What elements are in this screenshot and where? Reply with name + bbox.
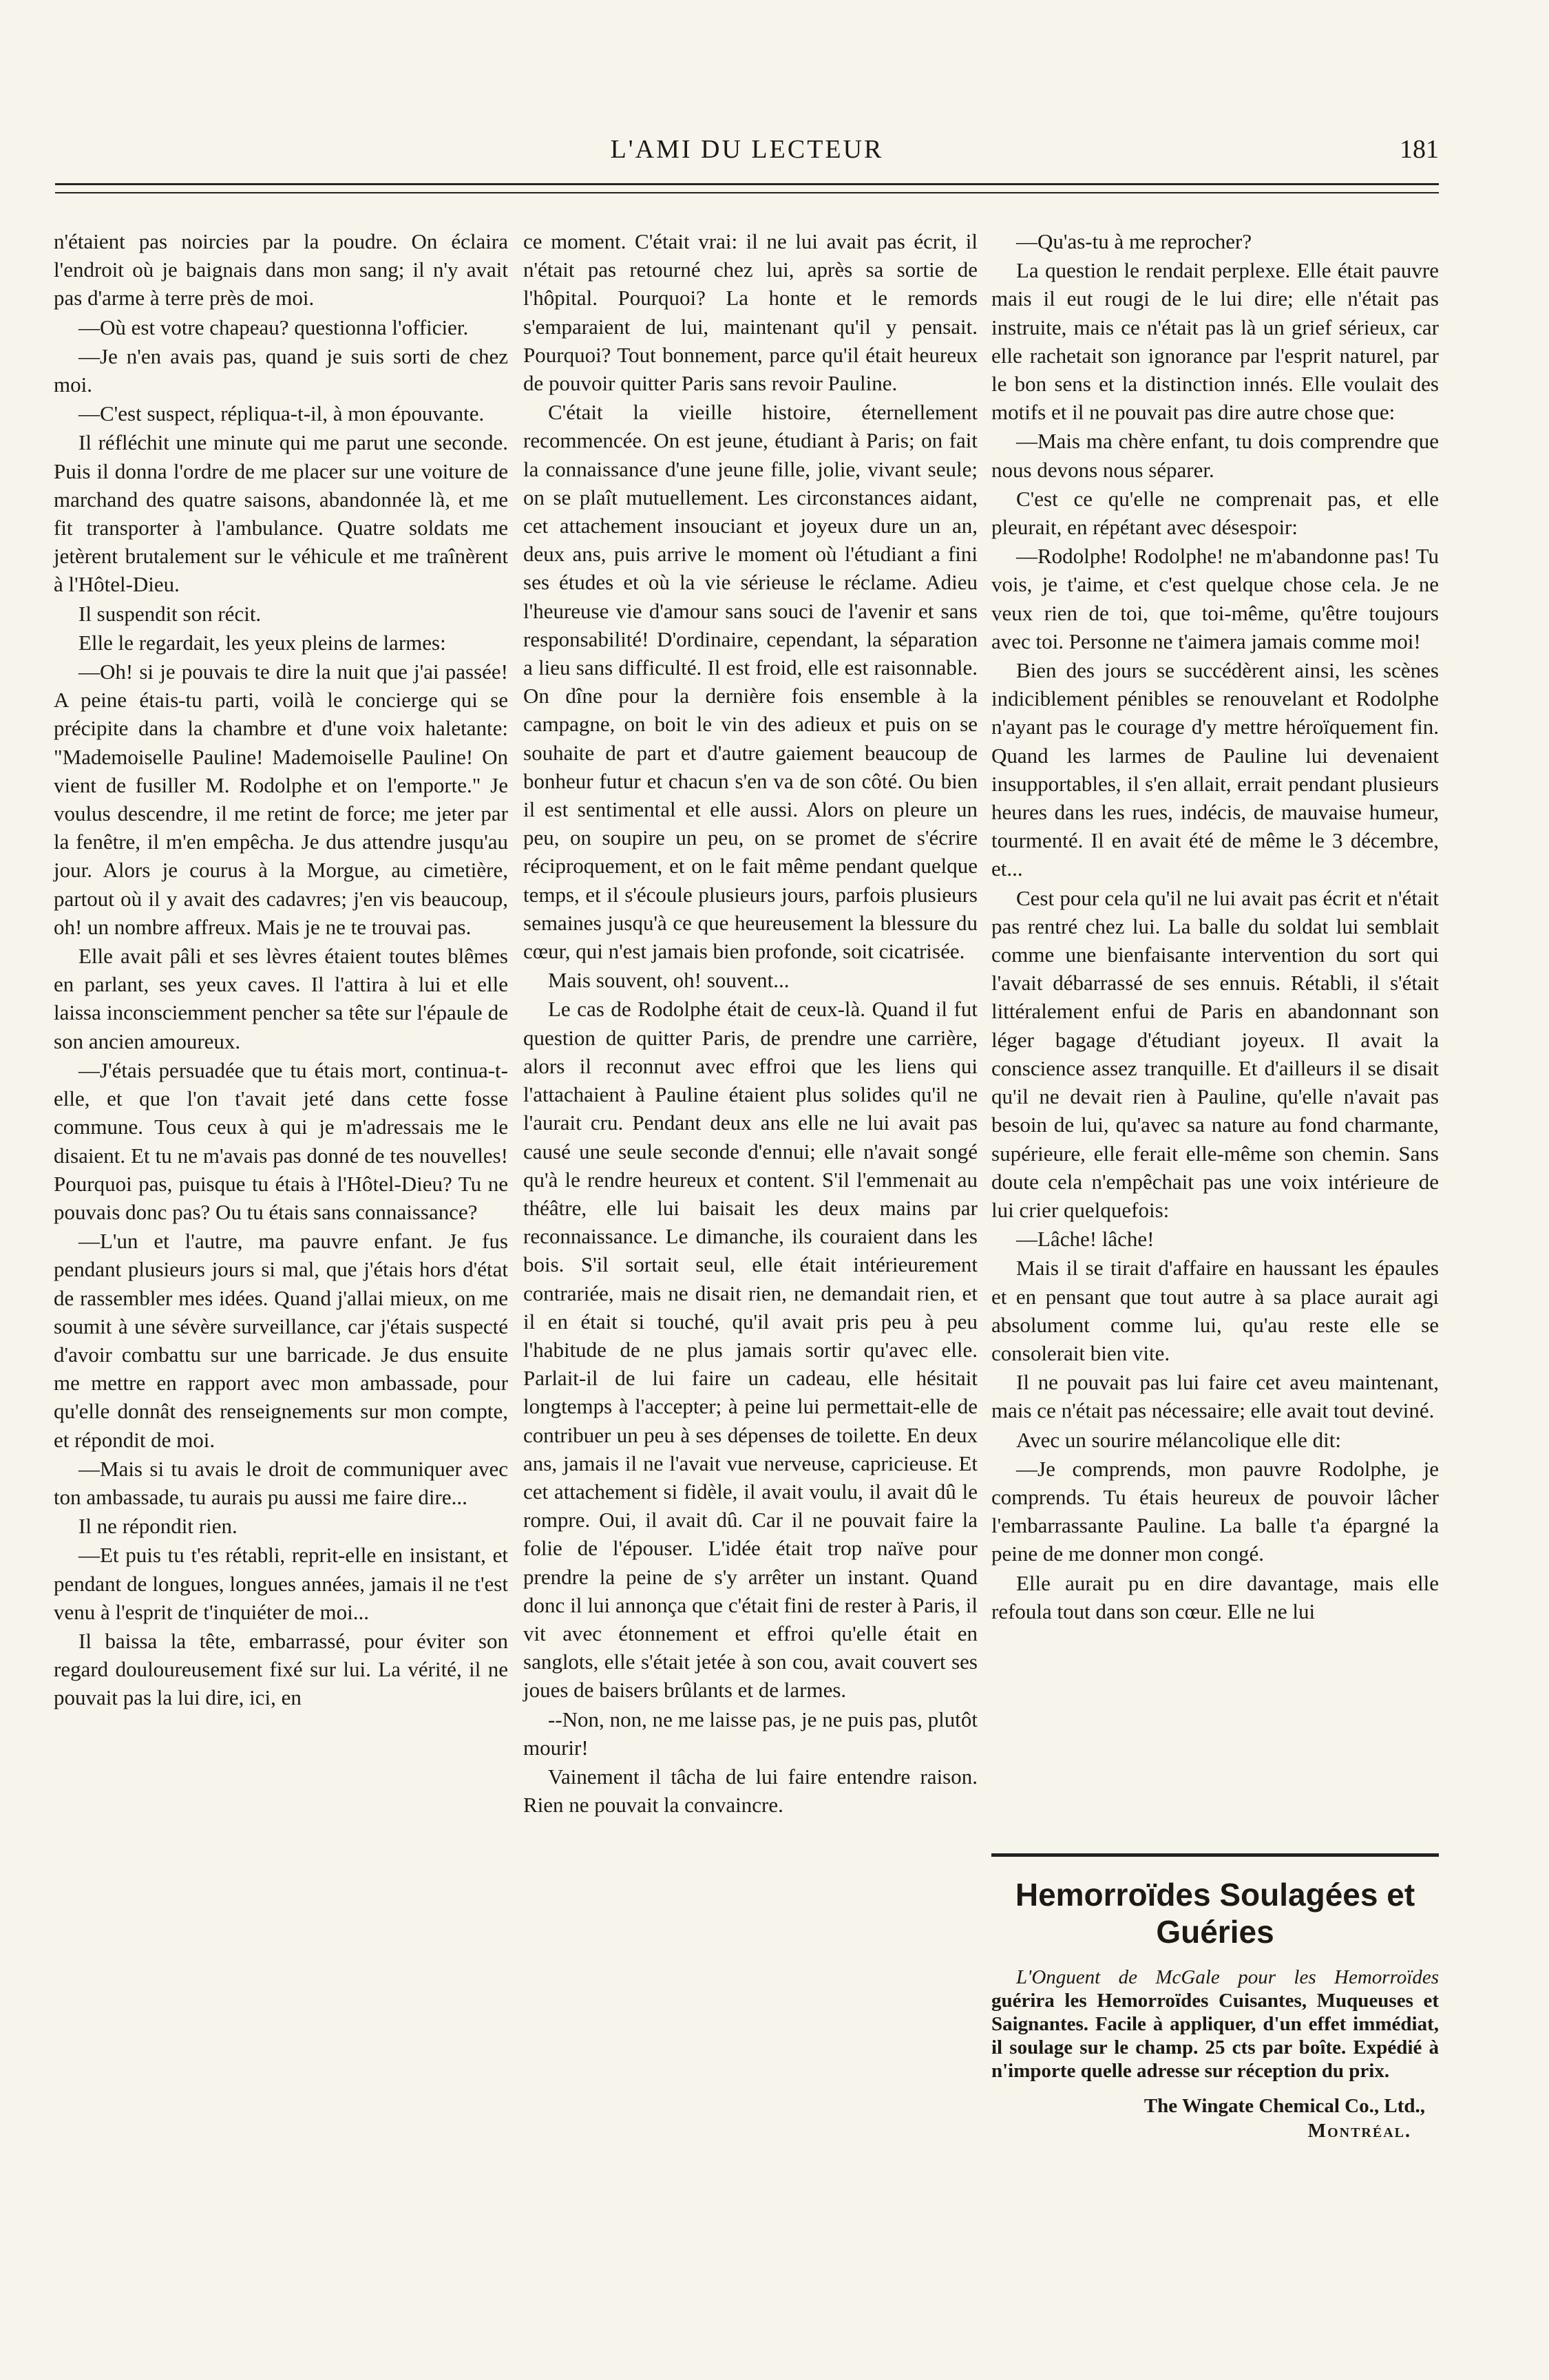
header-rule-bottom (55, 192, 1439, 193)
paragraph: Vainement il tâcha de lui faire entendre raison. Rien ne pouvait la convaincre. (523, 1764, 978, 1818)
paragraph: —Rodolphe! Rodolphe! ne m'abandonne pas! Tu vois, je t'aime, et c'est quelque chose cela. Je ne veux rien de toi, que toi-même, qu'être toujours avec toi. Personne ne t'aimera jamais comme moi! (991, 544, 1439, 653)
paragraph: —Lâche! lâche! (1016, 1227, 1155, 1252)
paragraph: —Je comprends, mon pauvre Rodolphe, je comprends. Tu étais heureux de pouvoir lâcher l'embarrassante Pauline. La balle t'a épargné la peine de me donner mon congé. (991, 1456, 1439, 1566)
advertisement-product: L'Onguent de McGale pour les Hemorroïdes (1016, 1966, 1439, 1988)
paragraph: Elle aurait pu en dire davantage, mais elle refoula tout dans son cœur. Elle ne lui (991, 1570, 1439, 1623)
paragraph: Avec un sourire mélancolique elle dit: (1016, 1427, 1342, 1452)
paragraph: C'est ce qu'elle ne comprenait pas, et elle pleurait, en répétant avec désespoir: (991, 486, 1439, 540)
paragraph: ce moment. C'était vrai: il ne lui avait pas écrit, il n'était pas retourné chez lui, après sa sortie de l'hôpital. Pourquoi? La honte et le remords s'emparaient de lui, maintenant qu'il y pensait. Pourquoi? Tout bonnement, parce qu'il était heureux de pouvoir quitter Paris sans revoir Pauline. (523, 229, 978, 396)
paragraph: --Non, non, ne me laisse pas, je ne puis pas, plutôt mourir! (523, 1707, 978, 1760)
paragraph: Il suspendit son récit. (78, 601, 262, 626)
running-header (55, 134, 1439, 176)
paragraph: —C'est suspect, répliqua-t-il, à mon épouvante. (78, 401, 485, 426)
paragraph: Il ne pouvait pas lui faire cet aveu maintenant, mais ce n'était pas nécessaire; elle avait tout deviné. (991, 1370, 1439, 1423)
advertisement-company: The Wingate Chemical Co., Ltd., (1144, 2095, 1425, 2117)
paragraph: Cest pour cela qu'il ne lui avait pas écrit et n'était pas rentré chez lui. La balle du soldat lui semblait comme une bienfaisante intervention du sort qui l'avait débarrassé de ses ennuis. Rétabli, il s'était littéralement enfui de Paris en abandonnant son léger bagage d'étudiant joyeux. Il avait la conscience assez tranquille. Et d'ailleurs il se disait qu'il ne devait rien à Pauline, qu'elle n'avait pas besoin de lui, qu'avec sa nature au fond charmante, supérieure, elle ferait elle-même son chemin. Sans doute cela n'empêchait pas une voix intérieure de lui crier quelquefois: (991, 885, 1439, 1222)
advertisement-body (991, 1966, 1439, 2083)
paragraph: Elle avait pâli et ses lèvres étaient toutes blêmes en parlant, ses yeux caves. Il l'attira à lui et elle laissa inconsciemment pencher sa tête sur l'épaule de son ancien amoureux. (54, 944, 508, 1053)
paragraph: n'étaient pas noircies par la poudre. On éclaira l'endroit où je baignais dans mon sang; il n'y avait pas d'arme à terre près de moi. (54, 229, 508, 310)
paragraph: —Je n'en avais pas, quand je suis sorti de chez moi. (54, 344, 508, 397)
advertisement-text: guérira les Hemorroïdes Cuisantes, Muqueuses et Saignantes. Facile à appliquer, d'un effet immédiat, il soulage sur le champ. 25 cts par boîte. Expédié à n'importe quelle adresse sur réception du prix. (991, 1990, 1439, 2082)
paragraph: —Et puis tu t'es rétabli, reprit-elle en insistant, et pendant de longues, longues années, jamais il ne t'est venu à l'esprit de t'inquiéter de moi... (54, 1543, 508, 1624)
paragraph: Mais souvent, oh! souvent... (548, 968, 790, 993)
page-number: 181 (1400, 135, 1439, 164)
header-rule-top (55, 183, 1439, 185)
paragraph: —Mais si tu avais le droit de communiquer avec ton ambassade, tu aurais pu aussi me faire dire... (54, 1456, 508, 1509)
paragraph: Il ne répondit rien. (78, 1514, 238, 1539)
advertisement-rule (991, 1853, 1439, 1857)
journal-title: L'AMI DU LECTEUR (610, 135, 884, 164)
paragraph: Mais il se tirait d'affaire en haussant les épaules et en pensant que tout autre à sa place aurait agi absolument comme lui, qu'au reste elle se consolerait bien vite. (991, 1256, 1439, 1365)
paragraph: C'était la vieille histoire, éternellement recommencée. On est jeune, étudiant à Paris; on fait la connaissance d'une jeune fille, jolie, vivant seule; on se plaît mutuellement. Les circonstances aidant, cet attachement insouciant et joyeux dure un an, deux ans, puis arrive le moment où l'étudiant a fini ses études et où la vie sérieuse le réclame. Adieu l'heureuse vie d'amour sans souci de l'avenir et sans responsabilité! D'ordinaire, cependant, la séparation a lieu sans difficulté. Il est froid, elle est raisonnable. On dîne pour la dernière fois ensemble à la campagne, on boit le vin des adieux et puis on se souhaite de part et d'autre gaiement beaucoup de bonheur futur et chacun s'en va de son côté. Ou bien il est sentimental et elle aussi. Alors on pleure un peu, on soupire un peu, on se promet de s'écrire réciproquement, et on le fait même pendant quelque temps, et il s'écoule plusieurs jours, parfois plusieurs semaines jusqu'à ce que heureusement la blessure du cœur, qui n'est jamais bien profonde, soit cicatrisée. (523, 400, 978, 964)
advertisement-title: Hemorroïdes Soulagées et Guéries (1015, 1877, 1415, 1950)
paragraph: —Qu'as-tu à me reprocher? (1016, 229, 1252, 253)
paragraph: —Mais ma chère enfant, tu dois comprendre que nous devons nous séparer. (991, 429, 1439, 482)
paragraph: Le cas de Rodolphe était de ceux-là. Quand il fut question de quitter Paris, de prendre une carrière, alors il reconnut avec effroi que les liens qui l'attachaient à Pauline étaient plus solides qu'il ne l'aurait cru. Pendant deux ans elle ne lui avait pas causé une seule seconde d'ennui; elle n'avait songé qu'à le rendre heureux et content. S'il l'emmenait au théâtre, elle lui baisait les deux mains par reconnaissance. Le dimanche, ils couraient dans les bois. S'il sortait seul, elle était intérieurement contrariée, mais ne disait rien, ne demandait rien, et il en était si touché, qu'il avait pris peu à peu l'habitude de ne plus jamais sortir qu'avec elle. Parlait-il de lui faire un cadeau, elle hésitait longtemps à l'accepter; à peine lui permettait-elle de contribuer un peu à ses dépenses de toilette. En deux ans, jamais il ne l'avait vue nerveuse, capricieuse. Et cet attachement si fidèle, il avait voulu, il avait dû le rompre. Oui, il avait dû. Car il ne pouvait faire la folie de l'épouser. L'idée était trop naïve pour prendre la peine de s'y arrêter un instant. Quand donc il lui annonça que c'était fini de rester à Paris, il vit avec étonnement et effroi qu'elle était en sanglots, elle s'était jetée à son cou, avait couvert ses joues de baisers brûlants et de larmes. (523, 997, 978, 1703)
text-column-1 (54, 227, 508, 1713)
paragraph: —Où est votre chapeau? questionna l'officier. (78, 315, 469, 339)
paragraph: Il baissa la tête, embarrassé, pour éviter son regard douloureusement fixé sur lui. La vérité, il ne pouvait pas la lui dire, ici, en (54, 1628, 508, 1710)
paragraph: —L'un et l'autre, ma pauvre enfant. Je fus pendant plusieurs jours si mal, que j'étais hors d'état de rassembler mes idées. Quand j'allai mieux, on me soumit à une sévère surveillance, car j'étais suspecté d'avoir combattu sur une barricade. Je dus ensuite me mettre en rapport avec mon ambassade, pour qu'elle donnât des renseignements sur mon compte, et répondit de moi. (54, 1229, 508, 1452)
paragraph: Il réfléchit une minute qui me parut une seconde. Puis il donna l'ordre de me placer sur une voiture de marchand des quatre saisons, abandonnée là, et me fit transporter à l'ambulance. Quatre soldats me jetèrent brutalement sur le véhicule et me traînèrent à l'Hôtel-Dieu. (54, 430, 508, 597)
paragraph: —J'étais persuadée que tu étais mort, continua-t-elle, et que l'on t'avait jeté dans cette fosse commune. Tous ceux à qui je m'adressais me le disaient. Et tu ne m'avais pas donné de tes nouvelles! Pourquoi pas, puisque tu étais à l'Hôtel-Dieu? Tu ne pouvais donc pas? Ou tu étais sans connaissance? (54, 1057, 508, 1224)
paragraph: —Oh! si je pouvais te dire la nuit que j'ai passée! A peine étais-tu parti, voilà le concierge qui se précipite dans la chambre et d'une voix haletante: "Mademoiselle Pauline! Mademoiselle Pauline! On vient de fusiller M. Rodolphe et on l'emporte." Je voulus descendre, il me retint de force; me jeter par la fenêtre, il m'en empêcha. Je dus attendre jusqu'au jour. Alors je courus à la Morgue, au cimetière, partout où il y avait des cadavres; j'en vis beaucoup, oh! un nombre affreux. Mais je ne te trouvai pas. (54, 660, 508, 939)
paragraph: La question le rendait perplexe. Elle était pauvre mais il eut rougi de le lui dire; elle n'était pas instruite, mais ce n'était pas là un grief sérieux, car elle rachetait son ignorance par l'esprit naturel, par le bon sens et la distinction innés. Elle voulait des motifs et il ne pouvait pas dire autre chose que: (991, 258, 1439, 425)
advertisement-city: Montréal. (1307, 2120, 1411, 2142)
paragraph: Bien des jours se succédèrent ainsi, les scènes indiciblement pénibles se renouvelant et Rodolphe n'ayant pas le courage d'y mettre héroïquement fin. Quand les larmes de Pauline lui devenaient insupportables, il s'en allait, errait pendant plusieurs heures dans les rues, indécis, de mauvaise humeur, tourmenté. Il en avait été de même le 3 décembre, et... (991, 658, 1439, 881)
text-column-3 (991, 227, 1439, 1626)
text-column-2 (523, 227, 978, 1820)
paragraph: Elle le regardait, les yeux pleins de larmes: (78, 630, 446, 655)
advertisement (991, 1876, 1439, 2142)
